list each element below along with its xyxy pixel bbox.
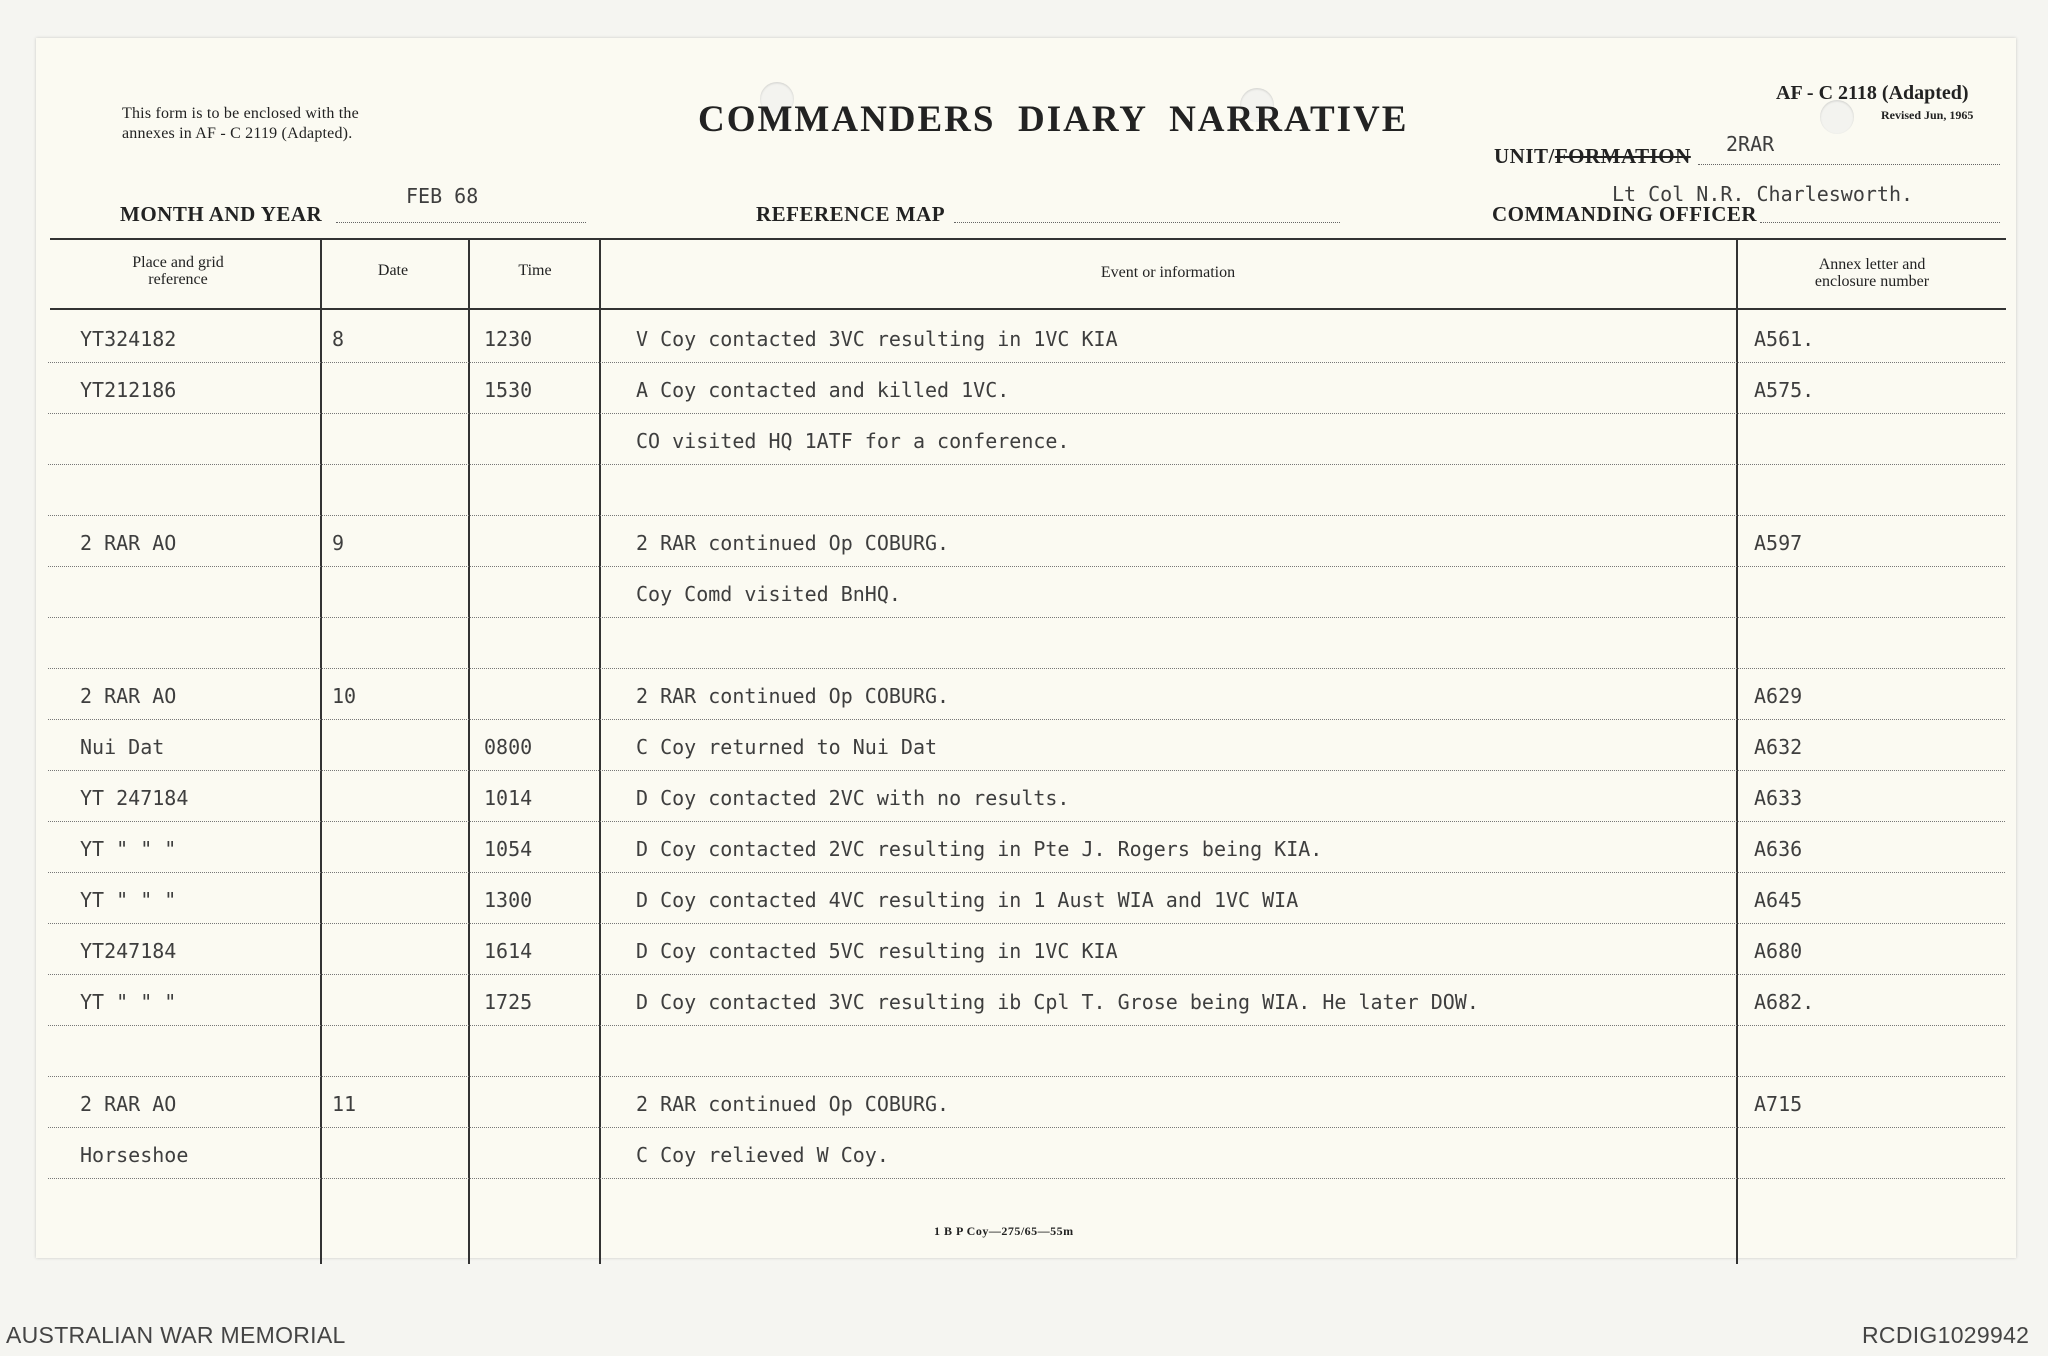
row-rule	[48, 413, 2005, 414]
column-divider	[1736, 238, 1738, 1264]
printer-imprint: 1 B P Coy—275/65—55m	[934, 1224, 1074, 1238]
event-cell: 2 RAR continued Op COBURG.	[636, 531, 950, 555]
date-cell: 8	[332, 327, 345, 351]
event-cell: 2 RAR continued Op COBURG.	[636, 1092, 950, 1116]
column-header-annex: Annex letter and enclosure number	[1814, 256, 1930, 290]
commanding-officer-label: COMMANDING OFFICER	[1492, 202, 1758, 226]
annex-cell: A632	[1754, 735, 1803, 759]
row-rule	[48, 821, 2005, 822]
time-cell: 1530	[484, 378, 533, 402]
punch-hole	[1820, 100, 1854, 134]
annex-cell: A629	[1754, 684, 1803, 708]
row-rule	[48, 515, 2005, 516]
month-year-field-line	[336, 222, 586, 223]
time-cell: 1300	[484, 888, 533, 912]
event-cell: Coy Comd visited BnHQ.	[636, 582, 901, 606]
time-cell: 1725	[484, 990, 533, 1014]
annex-cell: A633	[1754, 786, 1803, 810]
time-cell: 1230	[484, 327, 533, 351]
event-cell: D Coy contacted 3VC resulting ib Cpl T. Grose being WIA. He later DOW.	[636, 990, 1479, 1014]
row-rule	[48, 464, 2005, 465]
event-cell: V Coy contacted 3VC resulting in 1VC KIA	[636, 327, 1118, 351]
column-header-time: Time	[518, 262, 552, 279]
column-divider	[320, 238, 322, 1264]
event-cell: D Coy contacted 4VC resulting in 1 Aust WIA and 1VC WIA	[636, 888, 1299, 912]
form-title: COMMANDERS DIARY NARRATIVE	[698, 99, 1409, 140]
date-cell: 10	[332, 684, 357, 708]
annex-cell: A645	[1754, 888, 1803, 912]
row-rule	[48, 1127, 2005, 1128]
place-cell: YT " " "	[80, 990, 177, 1014]
time-cell: 1054	[484, 837, 533, 861]
place-cell: YT212186	[80, 378, 177, 402]
time-cell: 1614	[484, 939, 533, 963]
event-cell: D Coy contacted 5VC resulting in 1VC KIA	[636, 939, 1118, 963]
place-cell: YT 247184	[80, 786, 189, 810]
row-rule	[48, 566, 2005, 567]
enclose-note: This form is to be enclosed with the annexes in AF - C 2119 (Adapted).	[122, 105, 359, 142]
place-cell: YT " " "	[80, 837, 177, 861]
place-cell: Horseshoe	[80, 1143, 189, 1167]
place-cell: Nui Dat	[80, 735, 165, 759]
month-year-value: FEB 68	[406, 184, 479, 208]
reference-map-label: REFERENCE MAP	[756, 202, 946, 226]
column-header-event: Event or information	[1100, 264, 1236, 281]
place-cell: YT247184	[80, 939, 177, 963]
event-cell: 2 RAR continued Op COBURG.	[636, 684, 950, 708]
row-rule	[48, 770, 2005, 771]
commanding-officer-field-line	[1760, 222, 2000, 223]
annex-cell: A680	[1754, 939, 1803, 963]
row-rule	[48, 974, 2005, 975]
form-number: AF - C 2118 (Adapted)	[1776, 82, 1969, 104]
column-header-place: Place and grid reference	[132, 254, 224, 288]
date-cell: 11	[332, 1092, 357, 1116]
annex-cell: A715	[1754, 1092, 1803, 1116]
row-rule	[48, 1178, 2005, 1179]
column-divider	[468, 238, 470, 1264]
month-year-label: MONTH AND YEAR	[120, 202, 323, 226]
place-cell: 2 RAR AO	[80, 1092, 177, 1116]
event-cell: CO visited HQ 1ATF for a conference.	[636, 429, 1070, 453]
reference-map-field-line	[954, 222, 1340, 223]
column-header-date: Date	[377, 262, 409, 279]
row-rule	[48, 923, 2005, 924]
event-cell: D Coy contacted 2VC with no results.	[636, 786, 1070, 810]
time-cell: 0800	[484, 735, 533, 759]
commanding-officer-value: Lt Col N.R. Charlesworth.	[1612, 182, 1914, 206]
annex-cell: A561.	[1754, 327, 1815, 351]
caption-item-id: RCDIG1029942	[1862, 1322, 2030, 1348]
place-cell: 2 RAR AO	[80, 531, 177, 555]
annex-cell: A575.	[1754, 378, 1815, 402]
place-cell: YT324182	[80, 327, 177, 351]
row-rule	[48, 872, 2005, 873]
row-rule	[48, 1025, 2005, 1026]
date-cell: 9	[332, 531, 345, 555]
row-rule	[48, 362, 2005, 363]
column-divider	[599, 238, 601, 1264]
place-cell: YT " " "	[80, 888, 177, 912]
event-cell: D Coy contacted 2VC resulting in Pte J. Rogers being KIA.	[636, 837, 1323, 861]
revised-date: Revised Jun, 1965	[1881, 108, 1974, 122]
annex-cell: A636	[1754, 837, 1803, 861]
row-rule	[48, 668, 2005, 669]
place-cell: 2 RAR AO	[80, 684, 177, 708]
row-rule	[48, 617, 2005, 618]
annex-cell: A597	[1754, 531, 1803, 555]
table-header-border	[50, 308, 2006, 310]
time-cell: 1014	[484, 786, 533, 810]
table-top-border	[50, 238, 2006, 240]
diary-sheet	[36, 38, 2016, 1258]
row-rule	[48, 1076, 2005, 1077]
unit-field-line	[1698, 164, 2000, 165]
caption-archive-name: AUSTRALIAN WAR MEMORIAL	[6, 1322, 346, 1348]
event-cell: C Coy returned to Nui Dat	[636, 735, 938, 759]
unit-value: 2RAR	[1726, 132, 1775, 156]
event-cell: C Coy relieved W Coy.	[636, 1143, 889, 1167]
unit-label: UNIT/FORMATION	[1494, 144, 1691, 168]
event-cell: A Coy contacted and killed 1VC.	[636, 378, 1010, 402]
annex-cell: A682.	[1754, 990, 1815, 1014]
row-rule	[48, 719, 2005, 720]
